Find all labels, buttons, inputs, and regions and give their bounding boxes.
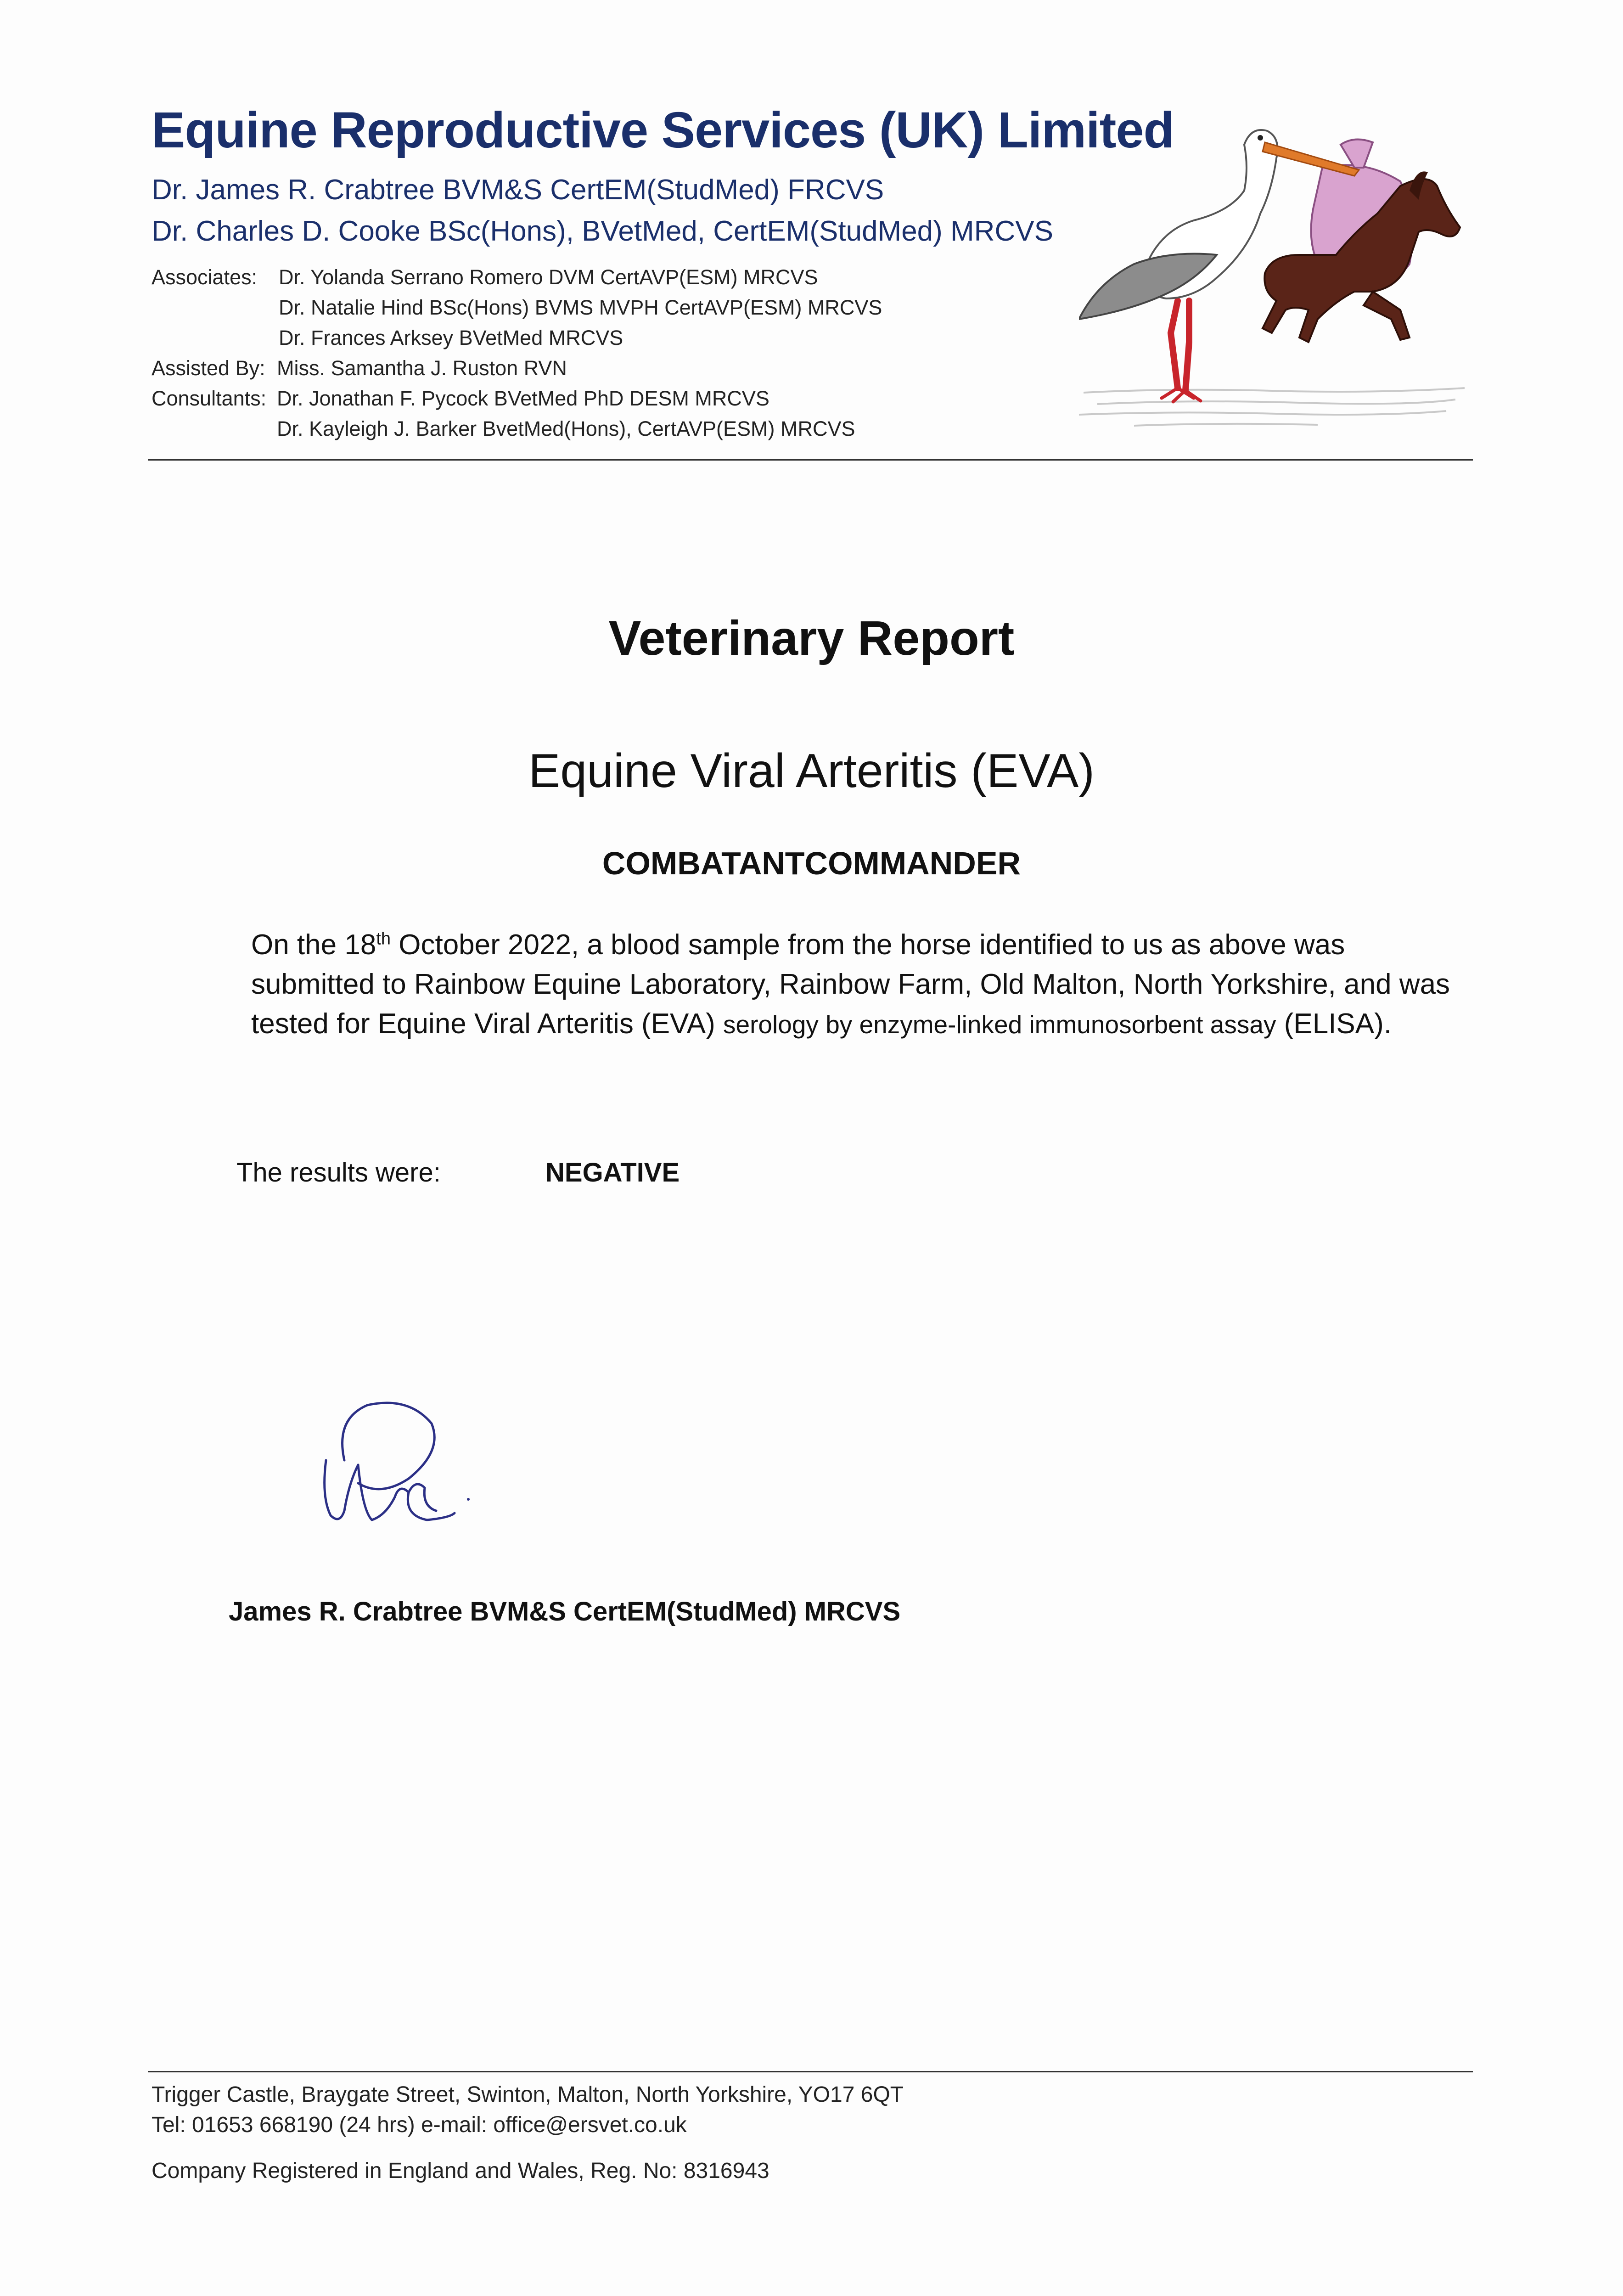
staff-name-1: Dr. Yolanda Serrano Romero DVM CertAVP(ESM) MRCVS (279, 265, 818, 289)
staff-role-consultants: Consultants: (152, 387, 267, 410)
director-1: Dr. James R. Crabtree BVM&S CertEM(StudMed) FRCVS (152, 174, 884, 206)
staff-name-4: Miss. Samantha J. Ruston RVN (277, 356, 567, 380)
report-title: Veterinary Report (608, 611, 1015, 665)
para-superscript: th (376, 929, 391, 949)
staff-role-assisted: Assisted By: (152, 356, 265, 380)
staff-name-5: Dr. Jonathan F. Pycock BVetMed PhD DESM MRCVS (277, 387, 769, 410)
footer-address: Trigger Castle, Braygate Street, Swinton, Malton, North Yorkshire, YO17 6QT (152, 2082, 904, 2107)
footer-contact: Tel: 01653 668190 (24 hrs) e-mail: office@ersvet.co.uk (152, 2113, 687, 2137)
report-subtitle: Equine Viral Arteritis (EVA) (528, 744, 1095, 798)
staff-name-3: Dr. Frances Arksey BVetMed MRCVS (279, 326, 623, 349)
para-main: October 2022, a blood sample from the horse identified to us as above was submitted to Rainbow Equine Laboratory, Rainbow Farm, Old Malton, North Yorkshire, and was tested for Equine Viral Arteritis (EVA) (251, 929, 1450, 1040)
director-2: Dr. Charles D. Cooke BSc(Hons), BVetMed, CertEM(StudMed) MRCVS (152, 215, 1053, 247)
stork-carrying-foal-logo (1079, 117, 1474, 439)
handwritten-signature (317, 1391, 487, 1538)
signatory-name: James R. Crabtree BVM&S CertEM(StudMed) MRCVS (229, 1597, 901, 1626)
para-end: (ELISA). (1276, 1008, 1392, 1040)
staff-role-associates: Associates: (152, 265, 258, 289)
horse-name: COMBATANTCOMMANDER (602, 845, 1021, 881)
staff-name-2: Dr. Natalie Hind BSc(Hons) BVMS MVPH CertAVP(ESM) MRCVS (279, 296, 882, 319)
results-label: The results were: (236, 1158, 441, 1187)
company-name: Equine Reproductive Services (UK) Limited (152, 102, 1174, 158)
para-prefix: On the 18 (251, 929, 376, 961)
report-paragraph (251, 925, 1472, 1044)
footer-divider (148, 2071, 1473, 2072)
header-divider (148, 459, 1473, 461)
staff-name-6: Dr. Kayleigh J. Barker BvetMed(Hons), CertAVP(ESM) MRCVS (277, 417, 855, 440)
results-value: NEGATIVE (545, 1158, 680, 1187)
footer-registration: Company Registered in England and Wales, Reg. No: 8316943 (152, 2159, 769, 2183)
para-small: serology by enzyme-linked immunosorbent assay (723, 1010, 1276, 1039)
